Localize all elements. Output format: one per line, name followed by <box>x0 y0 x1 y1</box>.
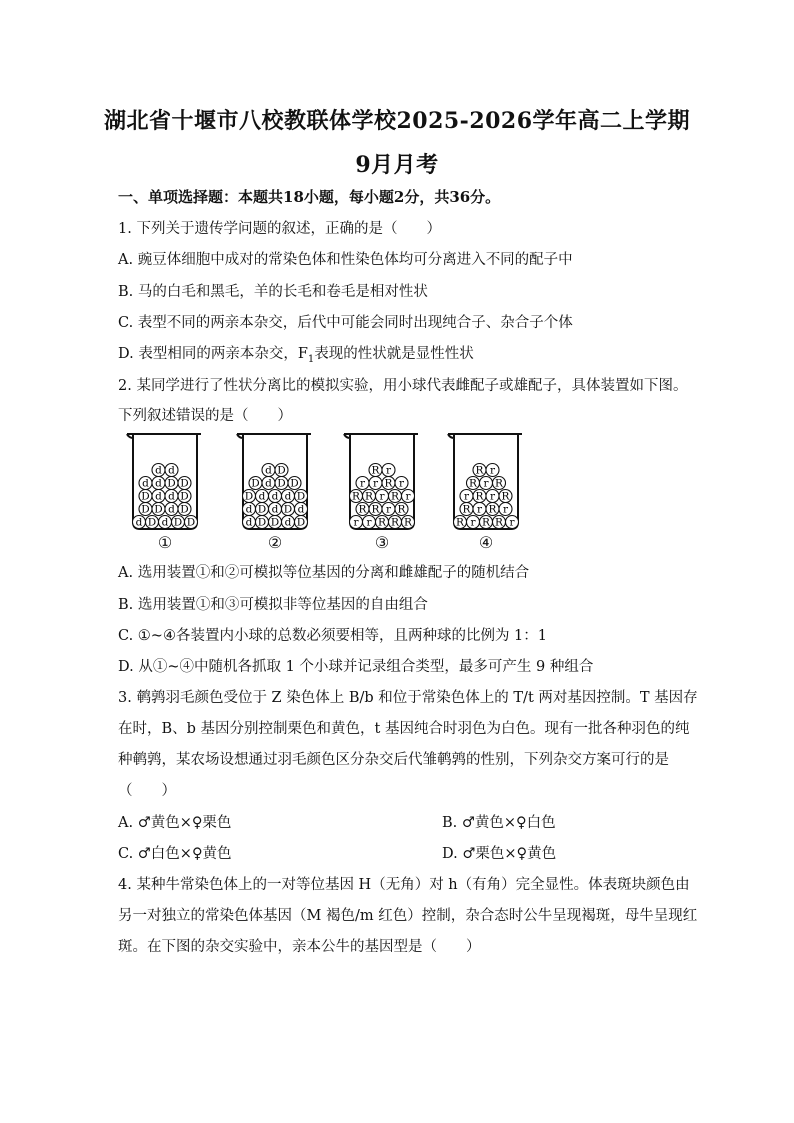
ball-label: R <box>365 490 373 503</box>
ball-label: r <box>353 516 359 529</box>
ball-label: r <box>385 464 392 477</box>
q1-option-d: D. 表型相同的两亲本杂交，$F_1$表现的性状就是显性性状 <box>118 346 474 365</box>
ball-label: D <box>283 503 293 516</box>
ball-label: d <box>258 490 266 503</box>
beaker-3 <box>340 430 424 555</box>
ball-label: R <box>462 503 471 516</box>
ball-label: d <box>135 516 143 529</box>
ball-label: r <box>379 490 385 503</box>
ball-label: d <box>284 516 292 529</box>
ball-label: d <box>155 490 162 503</box>
ball-label: R <box>391 516 399 529</box>
section-heading: 一、单项选择题：本题共18小题，每小题2分，共36分。 <box>118 188 501 206</box>
ball-label: d <box>265 464 272 477</box>
ball-label: D <box>154 503 163 516</box>
ball-label: D <box>180 490 189 503</box>
beaker-drawing <box>123 430 207 532</box>
beaker-4 <box>444 430 528 555</box>
ball-label: D <box>296 490 306 503</box>
ball-label: D <box>147 516 157 529</box>
ball-label: D <box>180 477 189 490</box>
q3-stem-line2: 在时，B、b 基因分别控制栗色和黄色，t 基因纯合时羽色为白色。现有一批各种羽色的纯 <box>118 721 690 737</box>
ball-label: r <box>483 477 489 490</box>
beaker-2 <box>233 430 317 555</box>
ball-label: R <box>501 490 510 503</box>
ball-label: r <box>489 490 496 503</box>
ball-label: d <box>271 490 279 503</box>
q2-option-a: A. 选用装置①和②可模拟等位基因的分离和雌雄配子的随机结合 <box>118 565 530 581</box>
beaker-number-label: ③ <box>374 533 390 552</box>
q3-option-a: A. ♂黄色×♀栗色 <box>118 815 232 831</box>
ball-label: r <box>405 490 411 503</box>
ball-label: R <box>495 516 503 529</box>
ball-label: r <box>366 516 372 529</box>
beaker-number-label: ④ <box>478 533 494 552</box>
ball-label: r <box>398 477 405 490</box>
beaker-drawing <box>340 430 424 532</box>
ball-label: r <box>509 516 515 529</box>
ball-label: d <box>142 477 149 490</box>
ball-label: d <box>284 490 292 503</box>
ball-label: d <box>271 503 279 516</box>
ball-label: R <box>475 490 484 503</box>
ball-label: r <box>372 477 379 490</box>
ball-label: D <box>277 464 286 477</box>
beaker-1 <box>123 430 207 555</box>
page-title: 湖北省十堰市八校教联体学校2025-2026学年高二上学期 <box>103 108 691 134</box>
ball-label: d <box>297 503 305 516</box>
beaker-drawing <box>233 430 317 532</box>
ball-label: d <box>168 464 175 477</box>
ball-label: r <box>359 477 366 490</box>
ball-label: d <box>245 516 253 529</box>
ball-label: R <box>495 477 503 490</box>
q1-option-b: B. 马的白毛和黑毛，羊的长毛和卷毛是相对性状 <box>118 284 428 300</box>
q3-stem-line1: 3. 鹌鹑羽毛颜色受位于 Z 染色体上 B/b 和位于常染色体上的 T/t 两对基因控制。T 基因存 <box>118 690 698 706</box>
ball-label: R <box>352 490 360 503</box>
ball-label: R <box>391 490 399 503</box>
q1-option-c: C. 表型不同的两亲本杂交，后代中可能会同时出现纯合子、杂合子个体 <box>118 315 573 331</box>
ball-label: R <box>488 503 497 516</box>
ball-label: D <box>141 490 150 503</box>
beaker-number-label: ② <box>267 533 283 552</box>
ball-label: D <box>257 516 267 529</box>
q2-option-c: C. ①~④各装置内小球的总数必须要相等，且两种球的比例为 1：1 <box>118 628 548 644</box>
q1-stem: 1. 下列关于遗传学问题的叙述，正确的是（ ） <box>118 221 441 237</box>
ball-label: r <box>470 516 476 529</box>
ball-label: D <box>251 477 260 490</box>
ball-label: d <box>161 516 169 529</box>
ball-label: D <box>244 490 254 503</box>
q4-stem-line3: 斑。在下图的杂交实验中，亲本公牛的基因型是（ ） <box>118 939 481 955</box>
ball-label: D <box>277 477 286 490</box>
q2-stem-line2: 下列叙述错误的是（ ） <box>118 408 292 424</box>
ball-label: D <box>180 503 189 516</box>
ball-label: R <box>404 516 412 529</box>
ball-label: r <box>463 490 470 503</box>
ball-label: R <box>358 503 367 516</box>
ball-label: d <box>155 464 162 477</box>
q2-option-d: D. 从①~④中随机各抓取 1 个小球并记录组合类型，最多可产生 9 种组合 <box>118 659 594 675</box>
ball-label: R <box>469 477 477 490</box>
ball-label: D <box>257 503 267 516</box>
q3-option-d: D. ♂栗色×♀黄色 <box>442 846 557 862</box>
q4-stem-line1: 4. 某种牛常染色体上的一对等位基因 H（无角）对 h（有角）完全显性。体表斑块颜色由 <box>118 877 690 893</box>
ball-label: R <box>384 477 393 490</box>
beaker-figure <box>118 430 538 555</box>
ball-label: d <box>168 490 175 503</box>
q1-option-a: A. 豌豆体细胞中成对的常染色体和性染色体均可分离进入不同的配子中 <box>118 252 573 268</box>
ball-label: r <box>476 503 483 516</box>
ball-label: d <box>265 477 272 490</box>
ball-label: D <box>167 477 176 490</box>
ball-label: r <box>385 503 392 516</box>
ball-label: d <box>155 477 162 490</box>
ball-label: D <box>186 516 196 529</box>
ball-label: R <box>371 503 380 516</box>
q3-option-b: B. ♂黄色×♀白色 <box>442 815 556 831</box>
ball-label: R <box>378 516 386 529</box>
ball-label: R <box>371 464 380 477</box>
beaker-drawing <box>444 430 528 532</box>
ball-label: D <box>290 477 299 490</box>
beaker-number-label: ① <box>157 533 173 552</box>
ball-label: d <box>245 503 253 516</box>
page-subtitle: 9月月考 <box>355 152 439 178</box>
ball-label: r <box>489 464 496 477</box>
ball-label: d <box>168 503 175 516</box>
ball-label: R <box>475 464 484 477</box>
q4-stem-line2: 另一对独立的常染色体基因（M 褐色/m 红色）控制，杂合态时公牛呈现褐斑，母牛呈现红 <box>118 908 698 924</box>
q2-option-b: B. 选用装置①和③可模拟非等位基因的自由组合 <box>118 597 428 613</box>
ball-label: D <box>173 516 183 529</box>
q2-stem-line1: 2. 某同学进行了性状分离比的模拟实验，用小球代表雌配子或雄配子，具体装置如下图。 <box>118 378 688 394</box>
ball-label: R <box>482 516 490 529</box>
q3-option-c: C. ♂白色×♀黄色 <box>118 846 232 862</box>
q3-stem-line4: （ ） <box>118 783 176 799</box>
ball-label: R <box>456 516 464 529</box>
ball-label: R <box>397 503 406 516</box>
ball-label: r <box>502 503 509 516</box>
ball-label: D <box>296 516 306 529</box>
ball-label: D <box>270 516 280 529</box>
q3-stem-line3: 种鹌鹑，某农场设想通过羽毛颜色区分杂交后代雏鹌鹑的性别，下列杂交方案可行的是 <box>118 752 669 768</box>
ball-label: D <box>141 503 150 516</box>
